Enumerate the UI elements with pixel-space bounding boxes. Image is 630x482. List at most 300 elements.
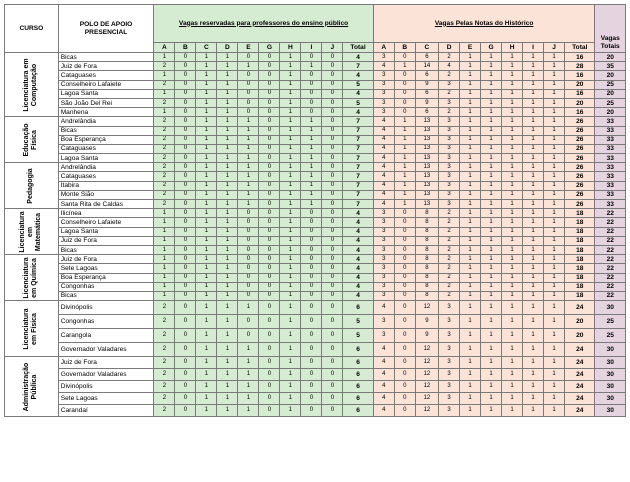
cell-value: 4 [373, 117, 394, 126]
cell-value: 1 [217, 62, 238, 71]
cell-value: 1 [280, 154, 301, 163]
cell-value: 1 [238, 393, 259, 405]
cell-value: 1 [394, 117, 415, 126]
cell-value: 0 [322, 62, 343, 71]
polo-name: Carandaí [58, 405, 154, 417]
cell-value: 0 [175, 200, 196, 209]
cell-value: 1 [154, 264, 175, 273]
cell-value: 0 [238, 209, 259, 218]
cell-total: 5 [343, 98, 373, 107]
cell-value: 1 [217, 163, 238, 172]
cell-value: 2 [439, 89, 460, 98]
cell-value: 0 [259, 209, 280, 218]
cell-value: 3 [439, 163, 460, 172]
cell-total: 16 [565, 108, 595, 117]
cell-total: 6 [343, 369, 373, 381]
cell-value: 0 [259, 89, 280, 98]
cell-value: 1 [481, 264, 502, 273]
cell-value: 1 [280, 227, 301, 236]
cell-value: 8 [415, 209, 438, 218]
cell-total: 7 [343, 200, 373, 209]
header-group1 [154, 5, 373, 43]
cell-vagas-totais: 30 [595, 357, 626, 369]
cell-value: 1 [196, 245, 217, 254]
cell-total: 24 [565, 357, 595, 369]
cell-value: 1 [217, 301, 238, 315]
cell-value: 0 [301, 393, 322, 405]
cell-value: 0 [322, 181, 343, 190]
cell-value: 0 [175, 282, 196, 291]
cell-value: 0 [238, 255, 259, 264]
cell-value: 1 [196, 200, 217, 209]
cell-total: 4 [343, 264, 373, 273]
cell-value: 0 [259, 98, 280, 107]
cell-vagas-totais: 33 [595, 172, 626, 181]
cell-value: 1 [502, 236, 523, 245]
cell-value: 1 [217, 236, 238, 245]
cell-value: 1 [394, 200, 415, 209]
polo-name: Juiz de Fora [58, 62, 154, 71]
cell-value: 1 [217, 381, 238, 393]
cell-value: 1 [460, 80, 481, 89]
cell-total: 24 [565, 405, 595, 417]
cell-value: 1 [238, 200, 259, 209]
cell-value: 1 [544, 393, 565, 405]
column-letter-c: C [196, 43, 217, 53]
cell-value: 9 [415, 98, 438, 107]
cell-value: 1 [481, 108, 502, 117]
curso-cell [5, 117, 59, 163]
cell-value: 0 [175, 273, 196, 282]
cell-value: 1 [502, 405, 523, 417]
cell-vagas-totais: 33 [595, 117, 626, 126]
cell-value: 1 [481, 329, 502, 343]
cell-value: 1 [544, 255, 565, 264]
cell-vagas-totais: 22 [595, 236, 626, 245]
cell-value: 0 [301, 369, 322, 381]
cell-value: 1 [154, 218, 175, 227]
cell-value: 1 [196, 255, 217, 264]
cell-value: 2 [439, 71, 460, 80]
cell-value: 1 [502, 315, 523, 329]
cell-value: 1 [502, 144, 523, 153]
cell-value: 1 [280, 245, 301, 254]
cell-value: 3 [373, 236, 394, 245]
cell-value: 1 [460, 126, 481, 135]
cell-value: 1 [154, 255, 175, 264]
cell-value: 13 [415, 190, 438, 199]
cell-value: 13 [415, 144, 438, 153]
cell-value: 1 [196, 181, 217, 190]
cell-value: 3 [439, 357, 460, 369]
cell-vagas-totais: 30 [595, 301, 626, 315]
cell-value: 1 [460, 154, 481, 163]
cell-value: 6 [415, 71, 438, 80]
column-letter-i: I [301, 43, 322, 53]
cell-total: 24 [565, 369, 595, 381]
polo-name: Monte Sião [58, 190, 154, 199]
cell-value: 0 [322, 108, 343, 117]
table-row [5, 190, 626, 199]
cell-value: 0 [259, 200, 280, 209]
cell-value: 0 [322, 190, 343, 199]
cell-value: 1 [196, 315, 217, 329]
cell-value: 0 [301, 315, 322, 329]
cell-total: 7 [343, 154, 373, 163]
cell-value: 1 [502, 181, 523, 190]
cell-value: 0 [259, 301, 280, 315]
cell-value: 3 [439, 154, 460, 163]
column-letter-j: J [322, 43, 343, 53]
cell-value: 1 [154, 273, 175, 282]
cell-value: 1 [481, 218, 502, 227]
cell-value: 3 [439, 329, 460, 343]
cell-value: 1 [544, 200, 565, 209]
cell-value: 0 [175, 357, 196, 369]
cell-value: 1 [196, 218, 217, 227]
cell-value: 1 [544, 236, 565, 245]
cell-value: 0 [175, 245, 196, 254]
cell-value: 0 [322, 163, 343, 172]
table-row [5, 89, 626, 98]
cell-value: 4 [373, 154, 394, 163]
cell-value: 2 [154, 163, 175, 172]
cell-value: 12 [415, 369, 438, 381]
cell-total: 26 [565, 190, 595, 199]
cell-value: 0 [301, 291, 322, 300]
cell-value: 1 [154, 227, 175, 236]
cell-value: 1 [523, 200, 544, 209]
polo-name: Cataguases [58, 144, 154, 153]
cell-vagas-totais: 33 [595, 126, 626, 135]
polo-name: Bicas [58, 53, 154, 62]
cell-value: 0 [301, 329, 322, 343]
cell-value: 0 [394, 71, 415, 80]
cell-value: 0 [259, 80, 280, 89]
table-row [5, 227, 626, 236]
cell-value: 1 [460, 172, 481, 181]
cell-value: 0 [175, 236, 196, 245]
cell-value: 1 [460, 357, 481, 369]
cell-value: 1 [502, 393, 523, 405]
cell-value: 12 [415, 393, 438, 405]
cell-value: 13 [415, 154, 438, 163]
cell-value: 4 [373, 393, 394, 405]
polo-name: Governador Valadares [58, 343, 154, 357]
cell-value: 1 [460, 200, 481, 209]
cell-value: 0 [175, 315, 196, 329]
cell-value: 1 [523, 80, 544, 89]
cell-value: 0 [259, 71, 280, 80]
cell-value: 1 [481, 53, 502, 62]
cell-value: 0 [259, 273, 280, 282]
cell-value: 0 [238, 98, 259, 107]
cell-value: 1 [481, 209, 502, 218]
cell-value: 3 [439, 301, 460, 315]
cell-value: 1 [238, 126, 259, 135]
cell-value: 0 [175, 218, 196, 227]
cell-value: 1 [238, 369, 259, 381]
cell-total: 7 [343, 117, 373, 126]
cell-value: 1 [280, 315, 301, 329]
cell-total: 4 [343, 71, 373, 80]
cell-value: 1 [544, 181, 565, 190]
cell-value: 0 [301, 80, 322, 89]
cell-value: 1 [196, 329, 217, 343]
cell-value: 0 [394, 80, 415, 89]
cell-value: 1 [280, 135, 301, 144]
cell-value: 0 [259, 255, 280, 264]
cell-value: 13 [415, 163, 438, 172]
cell-value: 1 [544, 80, 565, 89]
cell-total: 7 [343, 62, 373, 71]
cell-value: 1 [217, 89, 238, 98]
cell-value: 1 [196, 71, 217, 80]
table-row [5, 291, 626, 300]
cell-value: 1 [544, 369, 565, 381]
column-letter-b: B [394, 43, 415, 53]
cell-value: 1 [301, 200, 322, 209]
cell-value: 1 [502, 291, 523, 300]
cell-total: 24 [565, 301, 595, 315]
cell-value: 3 [439, 190, 460, 199]
cell-value: 1 [280, 62, 301, 71]
cell-value: 3 [373, 291, 394, 300]
cell-value: 0 [322, 154, 343, 163]
cell-value: 3 [439, 172, 460, 181]
cell-value: 4 [373, 200, 394, 209]
table-row [5, 144, 626, 153]
cell-value: 1 [481, 343, 502, 357]
cell-value: 0 [259, 135, 280, 144]
cell-total: 18 [565, 236, 595, 245]
cell-value: 1 [544, 264, 565, 273]
cell-vagas-totais: 30 [595, 393, 626, 405]
cell-value: 1 [460, 227, 481, 236]
cell-value: 1 [544, 291, 565, 300]
cell-value: 1 [523, 53, 544, 62]
cell-value: 2 [154, 315, 175, 329]
cell-total: 7 [343, 172, 373, 181]
table-row [5, 163, 626, 172]
cell-value: 1 [523, 126, 544, 135]
cell-value: 1 [280, 108, 301, 117]
cell-vagas-totais: 20 [595, 71, 626, 80]
cell-value: 0 [238, 80, 259, 89]
cell-value: 0 [301, 357, 322, 369]
cell-value: 0 [259, 181, 280, 190]
cell-value: 0 [238, 218, 259, 227]
cell-value: 3 [373, 329, 394, 343]
cell-value: 1 [196, 273, 217, 282]
cell-value: 1 [523, 301, 544, 315]
cell-value: 2 [154, 98, 175, 107]
cell-value: 1 [280, 218, 301, 227]
cell-value: 1 [460, 218, 481, 227]
cell-value: 2 [154, 80, 175, 89]
cell-value: 1 [280, 53, 301, 62]
cell-value: 0 [175, 181, 196, 190]
cell-vagas-totais: 22 [595, 255, 626, 264]
cell-value: 1 [217, 71, 238, 80]
cell-value: 0 [322, 236, 343, 245]
cell-value: 1 [301, 62, 322, 71]
cell-value: 4 [373, 369, 394, 381]
cell-value: 2 [439, 291, 460, 300]
cell-value: 0 [175, 264, 196, 273]
cell-value: 1 [217, 135, 238, 144]
cell-value: 0 [301, 71, 322, 80]
table-row [5, 357, 626, 369]
cell-value: 1 [481, 236, 502, 245]
cell-value: 3 [439, 80, 460, 89]
cell-value: 8 [415, 218, 438, 227]
cell-value: 1 [481, 163, 502, 172]
cell-value: 3 [439, 144, 460, 153]
cell-value: 0 [259, 264, 280, 273]
cell-value: 2 [154, 181, 175, 190]
cell-value: 0 [175, 393, 196, 405]
cell-value: 1 [154, 282, 175, 291]
cell-value: 1 [460, 393, 481, 405]
cell-vagas-totais: 25 [595, 315, 626, 329]
cell-value: 12 [415, 301, 438, 315]
cell-value: 1 [196, 236, 217, 245]
cell-value: 1 [523, 405, 544, 417]
cell-value: 1 [280, 126, 301, 135]
cell-value: 1 [544, 172, 565, 181]
polo-name: Juiz de Fora [58, 357, 154, 369]
cell-total: 7 [343, 190, 373, 199]
cell-value: 1 [481, 357, 502, 369]
column-letter-g: G [259, 43, 280, 53]
cell-value: 1 [460, 255, 481, 264]
cell-value: 0 [259, 154, 280, 163]
cell-value: 13 [415, 172, 438, 181]
cell-total: 16 [565, 71, 595, 80]
cell-value: 1 [523, 135, 544, 144]
cell-total: 4 [343, 89, 373, 98]
cell-value: 1 [544, 357, 565, 369]
cell-value: 1 [502, 369, 523, 381]
cell-value: 3 [373, 71, 394, 80]
cell-total: 18 [565, 218, 595, 227]
cell-value: 1 [196, 282, 217, 291]
cell-vagas-totais: 20 [595, 89, 626, 98]
polo-name: Boa Esperança [58, 135, 154, 144]
cell-value: 0 [394, 329, 415, 343]
cell-value: 2 [439, 236, 460, 245]
cell-value: 1 [238, 62, 259, 71]
cell-value: 0 [322, 255, 343, 264]
cell-value: 0 [322, 315, 343, 329]
cell-value: 1 [196, 154, 217, 163]
cell-value: 1 [154, 89, 175, 98]
cell-value: 1 [394, 144, 415, 153]
cell-vagas-totais: 22 [595, 209, 626, 218]
cell-value: 0 [322, 381, 343, 393]
cell-value: 14 [415, 62, 438, 71]
cell-value: 0 [259, 190, 280, 199]
cell-value: 0 [259, 227, 280, 236]
cell-value: 3 [439, 393, 460, 405]
cell-value: 3 [373, 108, 394, 117]
cell-value: 1 [217, 108, 238, 117]
cell-value: 0 [322, 144, 343, 153]
cell-value: 4 [373, 357, 394, 369]
cell-value: 1 [502, 98, 523, 107]
cell-value: 8 [415, 291, 438, 300]
cell-value: 0 [238, 53, 259, 62]
cell-value: 0 [175, 117, 196, 126]
cell-value: 1 [280, 291, 301, 300]
cell-value: 1 [280, 405, 301, 417]
column-letter-a: A [373, 43, 394, 53]
cell-total: 16 [565, 89, 595, 98]
cell-value: 1 [544, 245, 565, 254]
cell-total: 18 [565, 291, 595, 300]
cell-value: 1 [217, 369, 238, 381]
cell-value: 0 [394, 218, 415, 227]
cell-total: 4 [343, 255, 373, 264]
cell-value: 8 [415, 282, 438, 291]
table-row [5, 381, 626, 393]
cell-value: 1 [523, 273, 544, 282]
cell-value: 1 [154, 209, 175, 218]
cell-value: 1 [523, 209, 544, 218]
header-vagas-totais: Vagas Totais [595, 5, 626, 53]
cell-value: 1 [523, 291, 544, 300]
cell-total: 20 [565, 98, 595, 107]
cell-value: 1 [502, 89, 523, 98]
cell-value: 0 [259, 126, 280, 135]
cell-value: 0 [322, 117, 343, 126]
cell-value: 0 [322, 357, 343, 369]
cell-value: 0 [259, 163, 280, 172]
cell-value: 4 [373, 343, 394, 357]
curso-label: Pedagogia [27, 168, 35, 204]
cell-value: 1 [544, 108, 565, 117]
column-letter-i: I [523, 43, 544, 53]
cell-value: 1 [544, 218, 565, 227]
cell-value: 4 [373, 163, 394, 172]
cell-value: 1 [502, 172, 523, 181]
cell-value: 1 [238, 117, 259, 126]
curso-cell [5, 163, 59, 209]
table-row [5, 154, 626, 163]
cell-value: 1 [280, 190, 301, 199]
cell-value: 1 [196, 357, 217, 369]
cell-value: 1 [502, 135, 523, 144]
cell-value: 1 [394, 181, 415, 190]
cell-value: 0 [175, 154, 196, 163]
cell-value: 1 [502, 163, 523, 172]
table-row [5, 315, 626, 329]
cell-value: 0 [322, 53, 343, 62]
cell-value: 1 [481, 190, 502, 199]
header-group2 [373, 5, 595, 43]
cell-value: 0 [322, 245, 343, 254]
polo-name: Congonhas [58, 315, 154, 329]
cell-value: 3 [373, 315, 394, 329]
cell-value: 1 [217, 405, 238, 417]
curso-cell [5, 255, 59, 301]
cell-value: 1 [238, 172, 259, 181]
cell-value: 1 [394, 135, 415, 144]
cell-total: 26 [565, 172, 595, 181]
polo-name: Bicas [58, 245, 154, 254]
cell-value: 0 [322, 200, 343, 209]
